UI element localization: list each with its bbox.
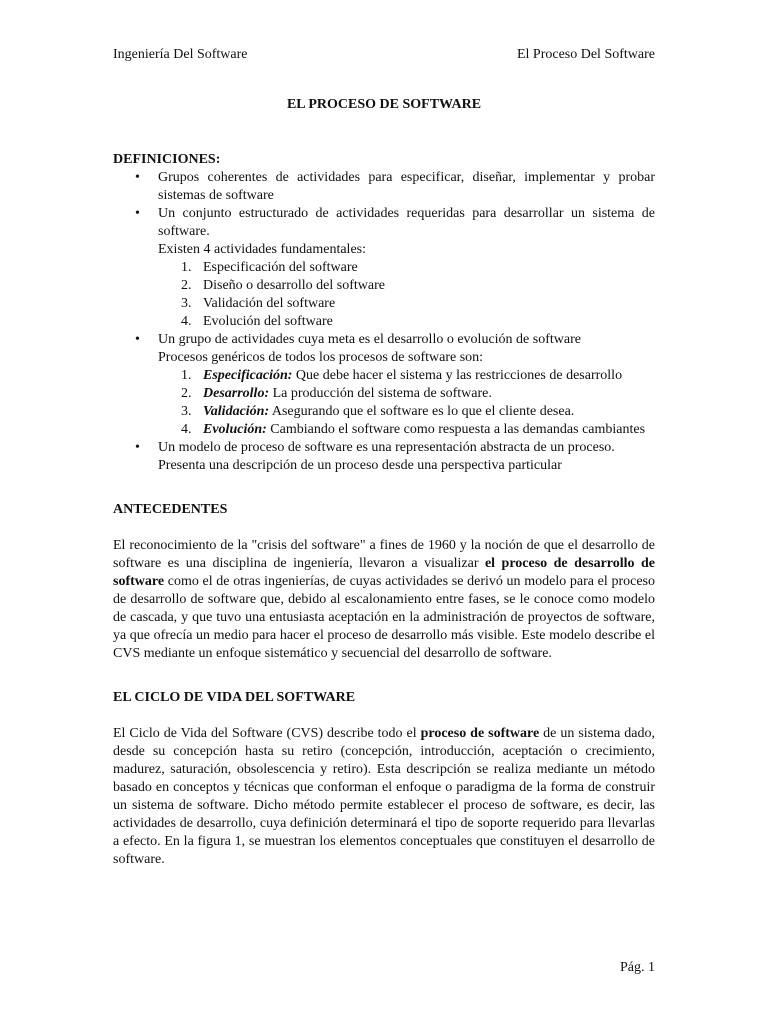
list-number: 4. xyxy=(181,422,192,437)
list-number: 4. xyxy=(181,314,192,329)
list-text: Especificación del software xyxy=(203,260,358,275)
list-item xyxy=(158,295,655,313)
bullet-text: • Un grupo de actividades cuya meta es el desarrollo o evolución de software xyxy=(158,332,581,347)
list-item xyxy=(158,403,655,421)
document-body xyxy=(113,96,655,869)
list-number: 2. xyxy=(181,278,192,293)
definitions-list-continued xyxy=(113,331,655,367)
paragraph-text: de un sistema dado, desde su concepción hasta su retiro (concepción, introducción, aceptación o crecimiento, madurez, saturación, obsolescencia y retiro). Esta descripción se realiza mediante un método basado en conceptos y técnicas que conforman el enfoque o paradigma de la forma de construir un sistema de software. Dicho método permite establecer el proceso de software, es decir, las actividades de desarrollo, cuya definición determinará el tipo de soporte requerido para llevarlas a efecto. En la figura 1, se muestran los elementos conceptuales que constituyen el desarrollo de software. xyxy=(113,726,655,867)
bullet-subtext: Procesos genéricos de todos los procesos de software son: xyxy=(158,350,484,365)
list-term: Evolución: xyxy=(203,422,267,437)
list-item xyxy=(113,205,655,259)
bullet-subtext: Existen 4 actividades fundamentales: xyxy=(158,242,366,257)
activities-list xyxy=(113,259,655,331)
paragraph-bold-text: el proceso de desarrollo de software xyxy=(113,556,655,589)
page-title: EL PROCESO DE SOFTWARE xyxy=(286,97,482,112)
definitions-list xyxy=(113,169,655,259)
paragraph-text: como el de otras ingenierías, de cuyas actividades se derivó un modelo para el proceso de desarrollo de software que, debido al escalonamiento entre fases, se le conoce como modelo de cascada, y que tuvo una entusiasta aceptación en la administración de proyectos de software, ya que ofrecía un medio para hacer el proceso de desarrollo más visible. Este modelo describe el CVS mediante un enfoque sistemático y secuencial del desarrollo de software. xyxy=(113,574,655,661)
section-heading-definiciones: DEFINICIONES: xyxy=(113,152,221,167)
list-number: 2. xyxy=(181,386,192,401)
list-number: 3. xyxy=(181,404,192,419)
header-right: El Proceso Del Software xyxy=(516,47,655,62)
list-text: Validación del software xyxy=(203,296,336,311)
generic-processes-list xyxy=(113,367,655,439)
bullet-text: • Un conjunto estructurado de actividades requeridas para desarrollar un sistema de software. xyxy=(158,206,655,239)
list-text: Evolución del software xyxy=(203,314,333,329)
list-number: 1. xyxy=(181,260,192,275)
list-text: Diseño o desarrollo del software xyxy=(203,278,385,293)
list-item xyxy=(113,169,655,205)
list-item xyxy=(158,421,655,439)
list-item xyxy=(158,259,655,277)
list-text: Asegurando que el software es lo que el cliente desea. xyxy=(269,404,575,419)
list-item xyxy=(158,313,655,331)
paragraph-text: El Ciclo de Vida del Software (CVS) describe todo el xyxy=(113,726,421,741)
bullet-text: • Un modelo de proceso de software es una representación abstracta de un proceso. xyxy=(158,440,615,455)
header-left: Ingeniería Del Software xyxy=(113,47,248,62)
page-number: Pág. 1 xyxy=(620,960,655,975)
list-item xyxy=(158,367,655,385)
list-term: Validación: xyxy=(203,404,270,419)
section-heading-antecedentes: ANTECEDENTES xyxy=(113,502,228,517)
list-item xyxy=(158,385,655,403)
paragraph-bold-text: proceso de software xyxy=(420,726,540,741)
list-item xyxy=(113,331,655,367)
list-number: 1. xyxy=(181,368,192,383)
section-heading-ciclo: EL CICLO DE VIDA DEL SOFTWARE xyxy=(113,690,356,705)
list-text: Que debe hacer el sistema y las restricciones de desarrollo xyxy=(292,368,623,383)
ciclo-paragraph xyxy=(113,725,655,869)
paragraph-text: El reconocimiento de la "crisis del software" a fines de 1960 y la noción de que el desarrollo de software es una disciplina de ingeniería, llevaron a visualizar xyxy=(113,538,655,571)
list-item xyxy=(113,439,655,475)
list-term: Desarrollo: xyxy=(203,386,270,401)
antecedentes-paragraph xyxy=(113,537,655,663)
bullet-subtext: Presenta una descripción de un proceso desde una perspectiva particular xyxy=(158,458,562,473)
bullet-text: Grupos coherentes de actividades para especificar, diseñar, implementar y probar sistemas de software xyxy=(158,170,655,203)
list-number: 3. xyxy=(181,296,192,311)
list-item xyxy=(158,277,655,295)
list-term: Especificación: xyxy=(203,368,293,383)
list-text: Cambiando el software como respuesta a las demandas cambiantes xyxy=(266,422,646,437)
definitions-list-final xyxy=(113,439,655,475)
list-text: La producción del sistema de software. xyxy=(269,386,492,401)
